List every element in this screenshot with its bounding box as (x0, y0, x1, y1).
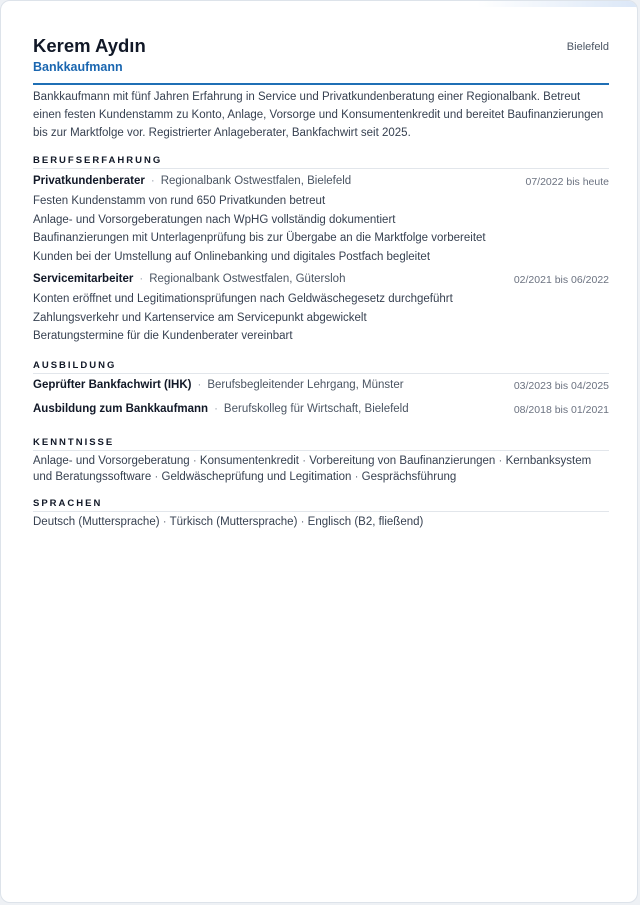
education-title: Geprüfter Bankfachwirt (IHK) (33, 378, 192, 391)
language-item: Türkisch (Muttersprache) (169, 515, 298, 528)
education-dates: 08/2018 bis 01/2021 (513, 403, 609, 416)
separator-dot: · (214, 402, 218, 415)
education-dates: 03/2023 bis 04/2025 (513, 379, 609, 392)
languages-section (33, 498, 609, 531)
job-bullet: Festen Kundenstamm von rund 650 Privatkunden betreut (33, 195, 326, 207)
profile-summary: Bankkaufmann mit fünf Jahren Erfahrung in Service und Privatkundenberatung einer Regionalbank. Betreut einen festen Kundenstamm zu Konto, Anlage, Vorsorge und Konsumentenkredit und bereitet Baufinanzierungen bis zur Marktfolge vor. Registrierter Anlageberater, Bankfachwirt seit 2025. (33, 91, 604, 139)
job-bullet: Kunden bei der Umstellung auf Onlinebanking und digitales Postfach begleitet (33, 250, 431, 263)
candidate-name: Kerem Aydın (33, 35, 146, 56)
resume-header (33, 1, 609, 85)
candidate-role: Bankkaufmann (33, 60, 123, 74)
separator-dot: · (354, 471, 359, 483)
education-entry (33, 403, 609, 420)
job-bullet: Anlage- und Vorsorgeberatungen nach WpHG vollständig dokumentiert (33, 213, 396, 226)
separator-dot: · (150, 175, 155, 187)
job-entry (33, 273, 609, 346)
education-entry (33, 379, 609, 396)
job-header (33, 175, 609, 192)
skill-item: Kernbanksystem und Beratungssoftware (33, 454, 592, 483)
skill-item: Gesprächsführung (361, 471, 457, 483)
experience-section (33, 155, 609, 346)
candidate-city: Bielefeld (566, 41, 609, 53)
education-institution: Berufsbegleitender Lehrgang, Münster (207, 378, 404, 391)
skill-item: Konsumentenkredit (199, 454, 299, 467)
job-bullet: Baufinanzierungen mit Unterlagenprüfung bis zur Übergabe an die Marktfolge vorbereitet (33, 232, 486, 244)
separator-dot: · (197, 378, 202, 391)
skill-item: Geldwäscheprüfung und Legitimation (161, 471, 352, 483)
skills-list (33, 453, 609, 486)
job-bullet: Beratungstermine für die Kundenberater vereinbart (33, 330, 293, 342)
job-dates: 02/2021 bis 06/2022 (513, 274, 609, 286)
job-title: Privatkundenberater (33, 175, 145, 187)
job-bullets (33, 192, 609, 266)
skill-item: Vorbereitung von Baufinanzierungen (309, 454, 496, 467)
job-bullets (33, 290, 609, 346)
job-header (33, 273, 609, 290)
job-bullet: Konten eröffnet und Legitimationsprüfungen nach Geldwäschegesetz durchgeführt (33, 293, 453, 305)
separator-dot: · (498, 454, 503, 467)
separator-dot: · (154, 471, 159, 483)
skills-section (33, 437, 609, 486)
separator-dot: · (162, 515, 167, 528)
job-dates: 07/2022 bis heute (525, 176, 609, 188)
experience-heading: BERUFSERFAHRUNG (33, 155, 609, 169)
education-title: Ausbildung zum Bankkaufmann (33, 402, 209, 415)
job-entry (33, 175, 609, 266)
languages-list (33, 514, 609, 531)
job-employer: Regionalbank Ostwestfalen, Gütersloh (149, 273, 346, 285)
education-institution: Berufskolleg für Wirtschaft, Bielefeld (223, 402, 409, 415)
skills-heading: KENNTNISSE (33, 437, 609, 451)
job-employer: Regionalbank Ostwestfalen, Bielefeld (160, 175, 352, 187)
separator-dot: · (192, 454, 197, 467)
languages-heading: SPRACHEN (33, 498, 609, 512)
separator-dot: · (302, 454, 307, 467)
language-item: Englisch (B2, fließend) (307, 515, 424, 528)
separator-dot: · (300, 515, 305, 528)
skill-item: Anlage- und Vorsorgeberatung (33, 454, 190, 467)
education-section (33, 360, 609, 420)
job-bullet: Zahlungsverkehr und Kartenservice am Servicepunkt abgewickelt (33, 311, 367, 324)
job-title: Servicemitarbeiter (33, 273, 134, 285)
separator-dot: · (139, 273, 144, 285)
language-item: Deutsch (Muttersprache) (33, 515, 160, 528)
resume-content (33, 1, 609, 530)
education-heading: AUSBILDUNG (33, 360, 609, 374)
